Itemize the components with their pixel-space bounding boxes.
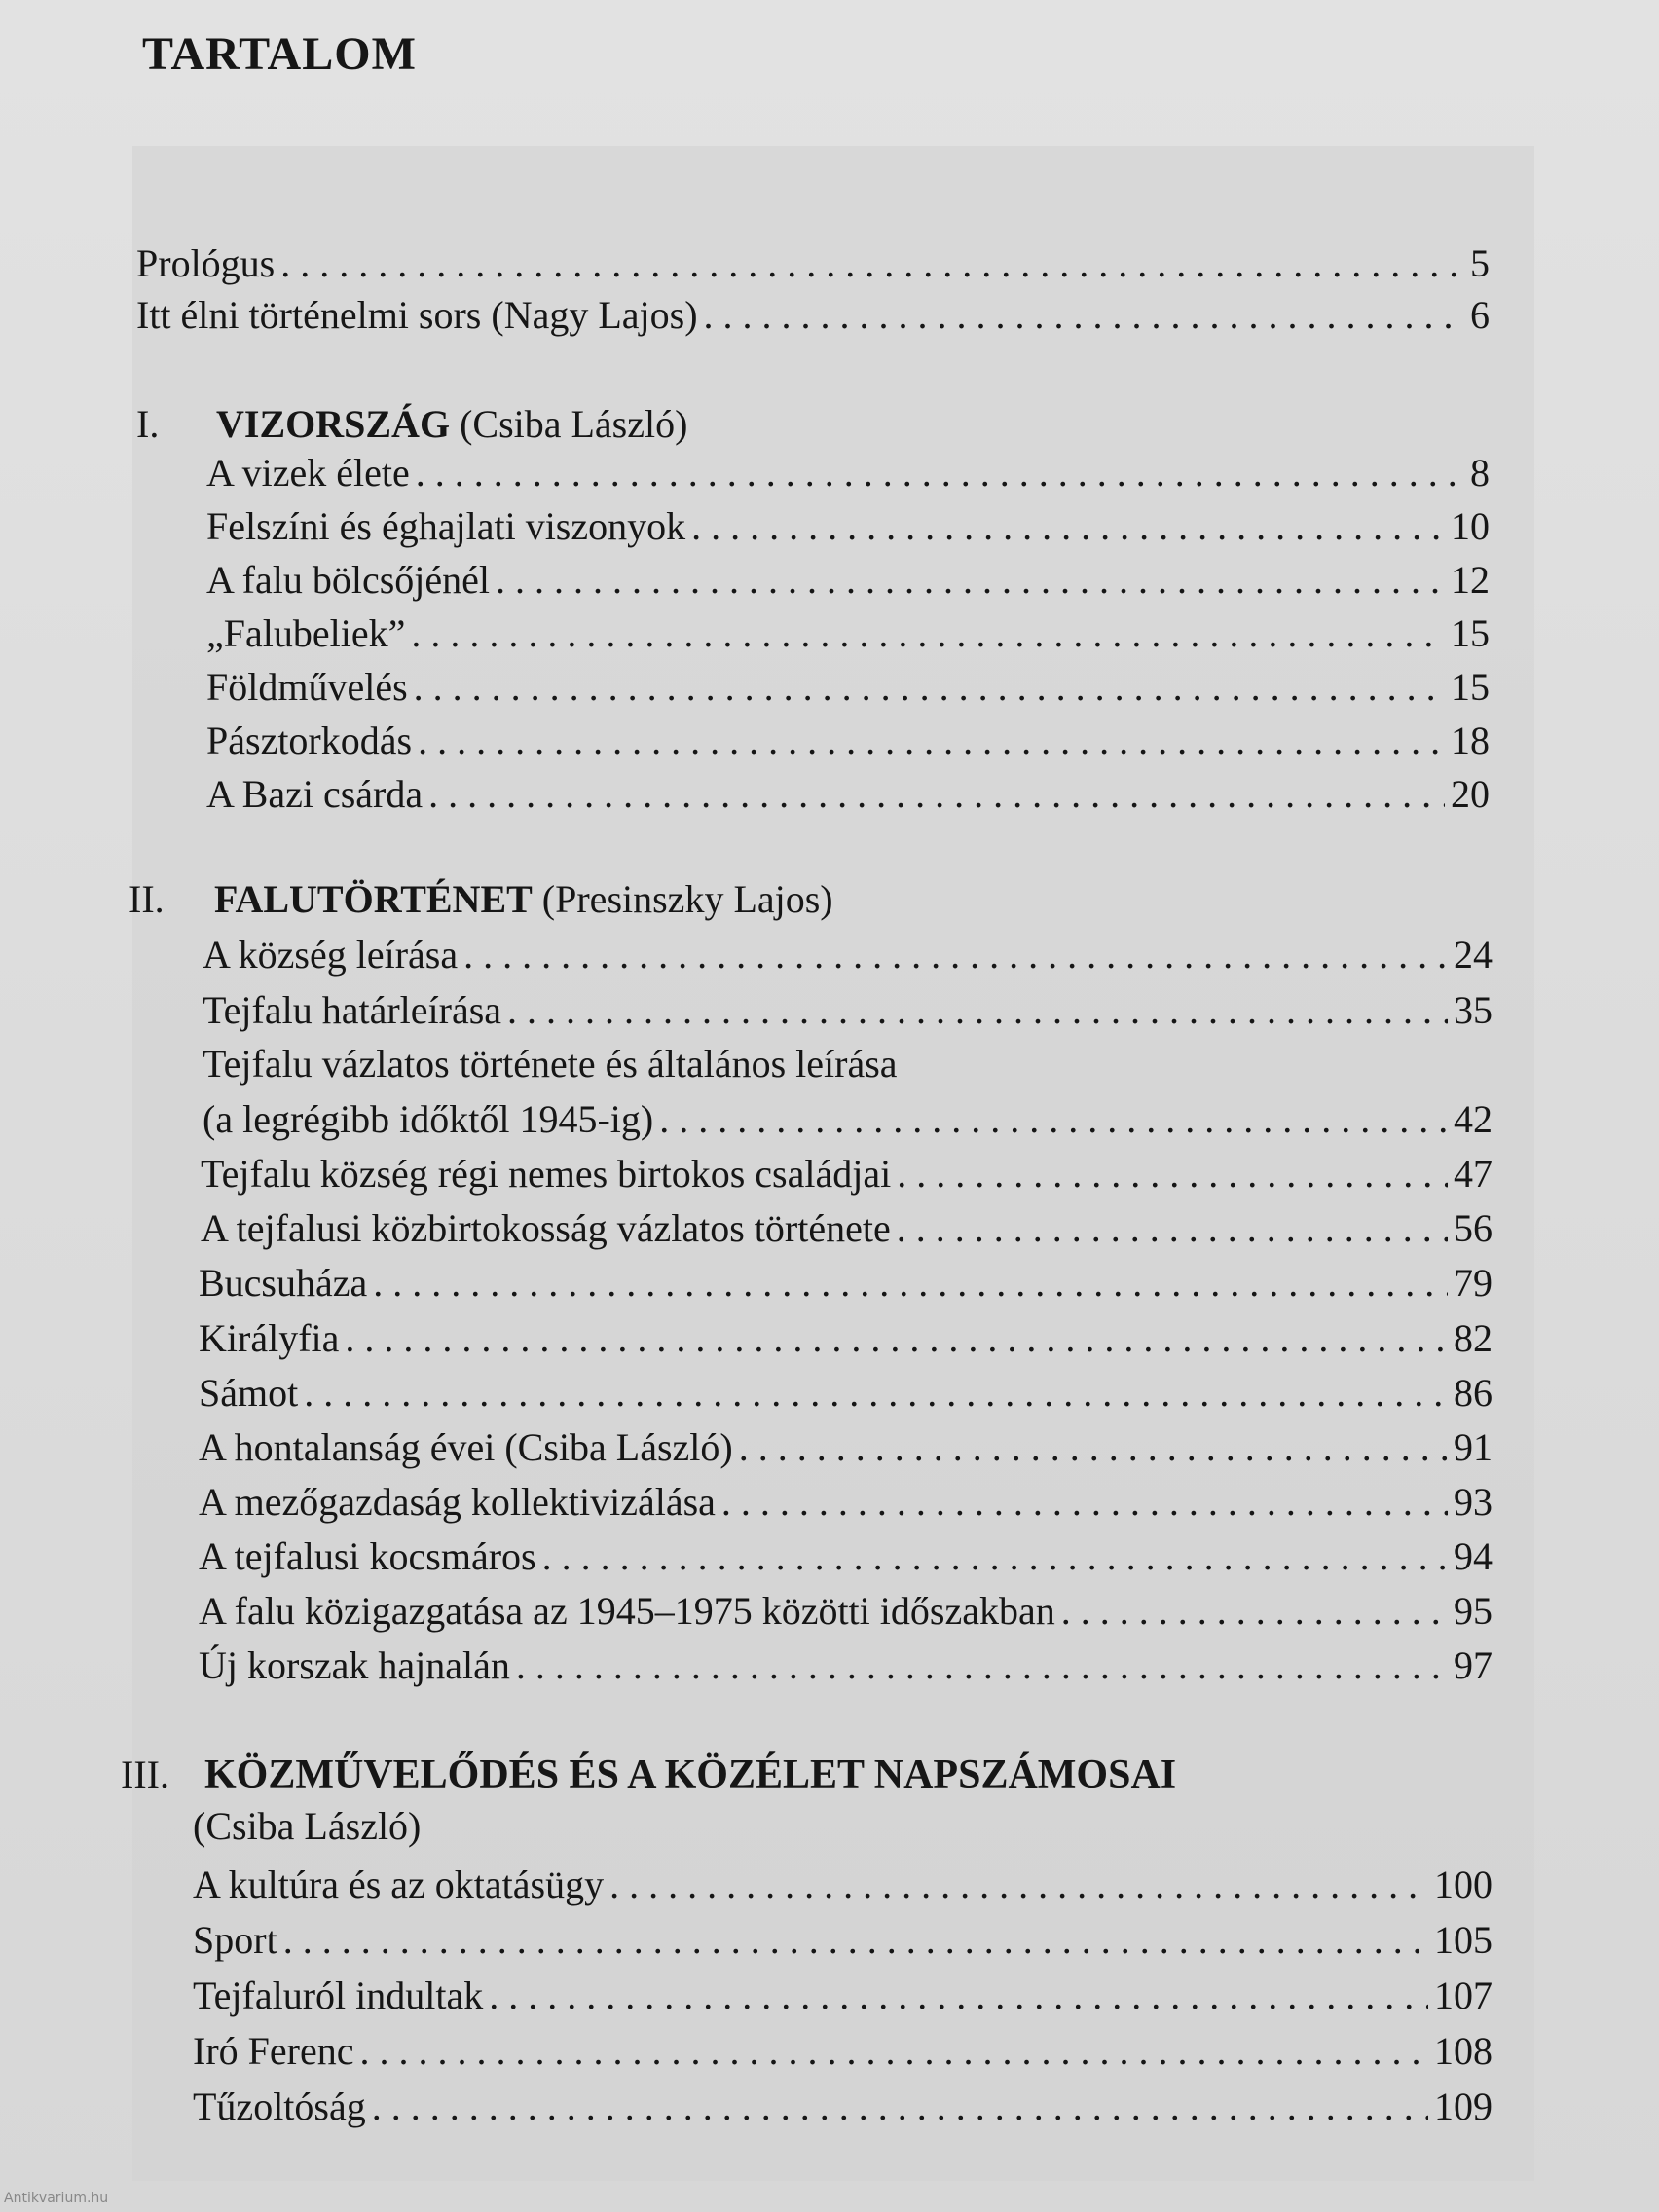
toc-entry xyxy=(201,1203,1493,1254)
leader-dots xyxy=(721,1477,1448,1528)
toc-entry-title: A falu közigazgatása az 1945–1975 közötti időszakban xyxy=(199,1589,1055,1633)
toc-entry-page: 108 xyxy=(1434,2029,1493,2073)
leader-dots xyxy=(507,985,1448,1036)
section-heading xyxy=(129,874,833,925)
toc-entry-title: A falu bölcsőjénél xyxy=(206,558,491,602)
toc-entry xyxy=(136,290,1490,341)
toc-entry xyxy=(203,985,1493,1036)
toc-entry-title: A község leírása xyxy=(203,933,459,977)
section-author: (Presinszky Lajos) xyxy=(541,877,833,921)
toc-entry xyxy=(206,608,1490,659)
leader-dots xyxy=(463,930,1448,980)
toc-entry-page: 20 xyxy=(1451,772,1490,816)
leader-dots xyxy=(304,1368,1448,1419)
toc-entry xyxy=(193,2082,1493,2132)
toc-entry-title: A tejfalusi kocsmáros xyxy=(199,1534,536,1578)
toc-entry xyxy=(203,1039,898,1089)
toc-entry-page: 5 xyxy=(1470,241,1490,285)
toc-entry-title: Földművelés xyxy=(206,665,408,709)
section-number: III. xyxy=(121,1752,169,1796)
toc-entry xyxy=(193,1915,1493,1966)
leader-dots xyxy=(609,1860,1428,1910)
toc-entry-page: 6 xyxy=(1470,293,1490,337)
leader-dots xyxy=(704,290,1464,341)
toc-entry-page: 8 xyxy=(1470,451,1490,495)
toc-entry-title: A Bazi csárda xyxy=(206,772,424,816)
toc-entry-page: 35 xyxy=(1454,988,1493,1032)
leader-dots xyxy=(897,1149,1448,1199)
toc-entry xyxy=(199,1531,1493,1582)
leader-dots xyxy=(516,1641,1448,1691)
toc-entry-title: (a legrégibb időktől 1945-ig) xyxy=(203,1097,654,1141)
toc-entry-page: 107 xyxy=(1434,1973,1493,2017)
leader-dots xyxy=(359,2026,1428,2077)
toc-entry-page: 91 xyxy=(1454,1425,1493,1469)
section-number: II. xyxy=(129,877,165,921)
section-author: (Csiba László) xyxy=(193,1804,422,1848)
section-heading xyxy=(136,399,687,450)
toc-entry-page: 97 xyxy=(1454,1643,1493,1687)
toc-entry xyxy=(199,1313,1493,1364)
toc-entry-title: Tejfalu határleírása xyxy=(203,988,502,1032)
toc-entry xyxy=(193,1860,1493,1910)
toc-entry xyxy=(203,1094,1493,1145)
toc-entry xyxy=(193,2026,1493,2077)
leader-dots xyxy=(280,239,1464,289)
toc-entry-title: Sport xyxy=(193,1918,277,1962)
toc-entry xyxy=(199,1477,1493,1528)
toc-entry-title: Új korszak hajnalán xyxy=(199,1643,510,1687)
toc-entry-title: Tűzoltóság xyxy=(193,2084,366,2128)
toc-entry-page: 10 xyxy=(1451,504,1490,548)
toc-entry xyxy=(206,662,1490,713)
watermark-text: Antikvarium.hu xyxy=(4,2191,109,2206)
section-author: (Csiba László) xyxy=(460,402,688,446)
leader-dots xyxy=(659,1094,1448,1145)
leader-dots xyxy=(345,1313,1448,1364)
toc-entry-title: Prológus xyxy=(136,241,276,285)
toc-entry-title: A vizek élete xyxy=(206,451,410,495)
toc-entry-page: 86 xyxy=(1454,1371,1493,1415)
toc-entry xyxy=(199,1586,1493,1637)
toc-entry xyxy=(199,1641,1493,1691)
toc-entry-page: 109 xyxy=(1434,2084,1493,2128)
toc-entry-page: 24 xyxy=(1454,933,1493,977)
toc-entry-title: A hontalanság évei (Csiba László) xyxy=(199,1425,733,1469)
toc-entry-title: „Falubeliek” xyxy=(206,611,406,655)
toc-entry xyxy=(206,716,1490,766)
leader-dots xyxy=(542,1531,1448,1582)
toc-entry-page: 79 xyxy=(1454,1261,1493,1305)
toc-entry-title: A kultúra és az oktatásügy xyxy=(193,1862,605,1906)
section-number: I. xyxy=(136,402,160,446)
toc-entry xyxy=(201,1149,1493,1199)
section-name: VIZORSZÁG xyxy=(216,402,451,446)
leader-dots xyxy=(373,1258,1448,1309)
leader-dots xyxy=(739,1422,1448,1473)
toc-entry xyxy=(136,239,1490,289)
toc-entry-title: Iró Ferenc xyxy=(193,2029,354,2073)
toc-entry xyxy=(206,501,1490,552)
toc-entry-title: Felszíni és éghajlati viszonyok xyxy=(206,504,686,548)
toc-entry-title: Királyfia xyxy=(199,1316,340,1360)
toc-entry-title: Itt élni történelmi sors (Nagy Lajos) xyxy=(136,293,698,337)
toc-entry-title: Pásztorkodás xyxy=(206,719,413,762)
toc-entry-page: 95 xyxy=(1454,1589,1493,1633)
leader-dots xyxy=(489,1971,1428,2021)
toc-entry xyxy=(199,1258,1493,1309)
toc-entry xyxy=(199,1368,1493,1419)
section-heading xyxy=(121,1750,1176,1800)
section-name: FALUTÖRTÉNET xyxy=(214,877,533,921)
toc-entry-title: Tejfalu község régi nemes birtokos családjai xyxy=(201,1152,892,1196)
leader-dots xyxy=(414,662,1445,713)
toc-entry xyxy=(193,1971,1493,2021)
leader-dots xyxy=(418,716,1445,766)
toc-entry-page: 47 xyxy=(1454,1152,1493,1196)
toc-entry-page: 94 xyxy=(1454,1534,1493,1578)
toc-entry-page: 15 xyxy=(1451,611,1490,655)
leader-dots xyxy=(1061,1586,1448,1637)
section-name: KÖZMŰVELŐDÉS ÉS A KÖZÉLET NAPSZÁMOSAI xyxy=(204,1752,1177,1797)
leader-dots xyxy=(416,448,1464,498)
toc-entry-page: 18 xyxy=(1451,719,1490,762)
leader-dots xyxy=(496,555,1445,606)
toc-entry xyxy=(199,1422,1493,1473)
toc-entry-page: 15 xyxy=(1451,665,1490,709)
leader-dots xyxy=(691,501,1445,552)
toc-entry xyxy=(203,930,1493,980)
toc-entry-title: A mezőgazdaság kollektivizálása xyxy=(199,1480,716,1524)
toc-entry-page: 100 xyxy=(1434,1862,1493,1906)
toc-entry xyxy=(206,555,1490,606)
toc-entry-title: Tejfalu vázlatos története és általános leírása xyxy=(203,1042,898,1086)
leader-dots xyxy=(897,1203,1448,1254)
leader-dots xyxy=(372,2082,1428,2132)
toc-entry-page: 42 xyxy=(1454,1097,1493,1141)
toc-entry xyxy=(206,448,1490,498)
toc-entry-page: 93 xyxy=(1454,1480,1493,1524)
toc-entry-title: A tejfalusi közbirtokosság vázlatos története xyxy=(201,1206,891,1250)
toc-entry-title: Bucsuháza xyxy=(199,1261,368,1305)
toc-entry-title: Tejfaluról indultak xyxy=(193,1973,484,2017)
leader-dots xyxy=(283,1915,1428,1966)
toc-entry-page: 82 xyxy=(1454,1316,1493,1360)
toc-entry-title: Sámot xyxy=(199,1371,299,1415)
leader-dots xyxy=(411,608,1445,659)
toc-entry-page: 105 xyxy=(1434,1918,1493,1962)
leader-dots xyxy=(428,769,1445,820)
toc-entry-page: 12 xyxy=(1451,558,1490,602)
page-title: TARTALOM xyxy=(142,28,417,80)
toc-entry-page: 56 xyxy=(1454,1206,1493,1250)
toc-entry xyxy=(206,769,1490,820)
